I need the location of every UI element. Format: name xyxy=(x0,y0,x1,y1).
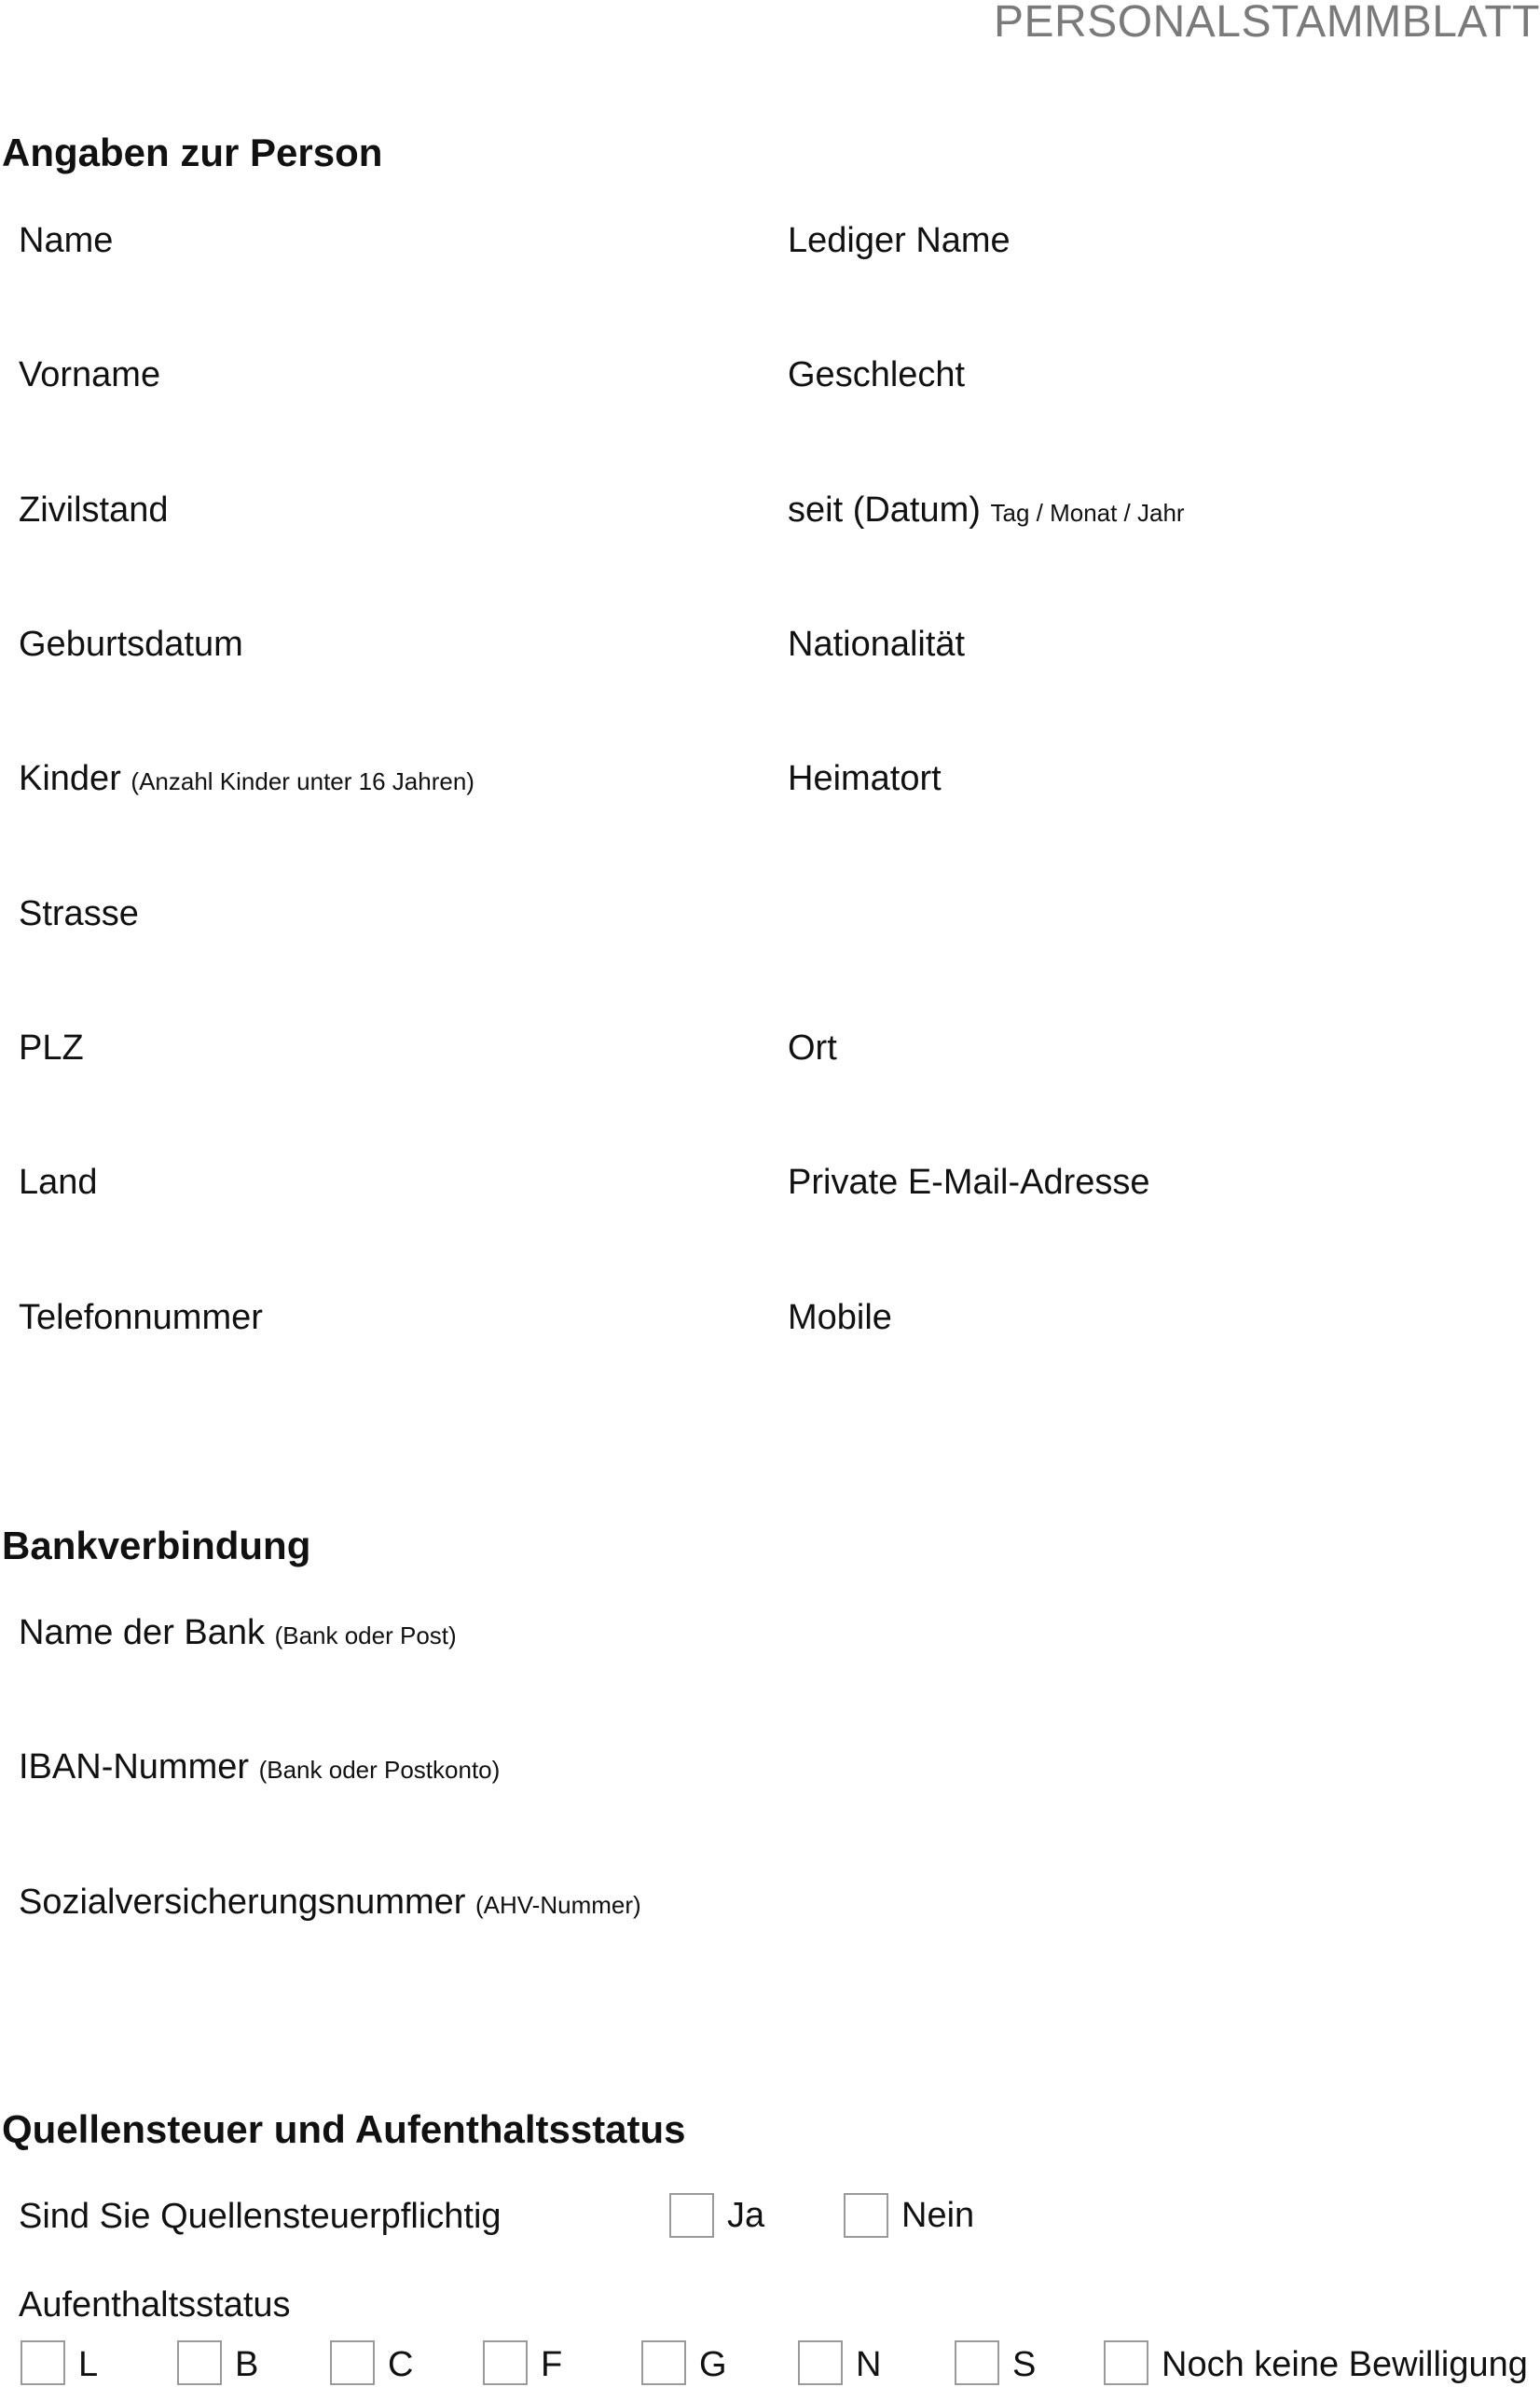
checkbox-label-c: C xyxy=(388,2345,414,2384)
field-label-plz: PLZ xyxy=(19,1028,84,1068)
iban-text: IBAN-Nummer xyxy=(19,1747,250,1787)
kinder-text: Kinder xyxy=(19,759,121,798)
field-label-land: Land xyxy=(19,1163,98,1202)
checkbox-label-n: N xyxy=(856,2345,882,2384)
field-label-ort: Ort xyxy=(788,1028,837,1068)
checkbox-label-nein: Nein xyxy=(901,2196,975,2235)
field-label-iban xyxy=(19,1745,500,1791)
bank-name-text: Name der Bank xyxy=(19,1613,266,1652)
checkbox-label-l: L xyxy=(78,2345,99,2384)
checkbox-quellensteuer-ja[interactable] xyxy=(669,2193,714,2238)
field-label-bank-name xyxy=(19,1611,457,1657)
checkbox-label-f: F xyxy=(541,2345,563,2384)
checkbox-status-c[interactable] xyxy=(330,2340,375,2385)
field-label-aufenthaltsstatus: Aufenthaltsstatus xyxy=(19,2285,291,2325)
section-heading-tax: Quellensteuer und Aufenthaltsstatus xyxy=(2,2107,686,2151)
field-label-geschlecht: Geschlecht xyxy=(788,355,966,394)
section-heading-person: Angaben zur Person xyxy=(2,131,383,174)
document-title: PERSONALSTAMMBLATT xyxy=(994,0,1540,47)
field-label-nationalitaet: Nationalität xyxy=(788,625,966,664)
checkbox-label-s: S xyxy=(1012,2345,1037,2384)
ahv-text: Sozialversicherungsnummer xyxy=(19,1883,466,1922)
field-label-email: Private E-Mail-Adresse xyxy=(788,1163,1150,1202)
checkbox-status-s[interactable] xyxy=(955,2340,999,2385)
iban-hint: (Bank oder Postkonto) xyxy=(258,1756,501,1784)
field-label-kinder xyxy=(19,757,474,803)
field-label-name: Name xyxy=(19,221,114,260)
checkbox-status-l[interactable] xyxy=(21,2340,65,2385)
checkbox-status-g[interactable] xyxy=(641,2340,686,2385)
checkbox-status-keine-bewilligung[interactable] xyxy=(1104,2340,1148,2385)
checkbox-label-b: B xyxy=(235,2345,259,2384)
field-label-mobile: Mobile xyxy=(788,1298,892,1337)
field-label-telefon: Telefonnummer xyxy=(19,1298,263,1337)
section-heading-bank: Bankverbindung xyxy=(2,1524,311,1567)
checkbox-label-g: G xyxy=(699,2345,727,2384)
checkbox-label-ja: Ja xyxy=(727,2196,765,2235)
kinder-hint: (Anzahl Kinder unter 16 Jahren) xyxy=(131,767,474,795)
field-label-heimatort: Heimatort xyxy=(788,759,942,798)
field-label-zivilstand: Zivilstand xyxy=(19,490,169,530)
field-label-ahv xyxy=(19,1881,641,1926)
checkbox-quellensteuer-nein[interactable] xyxy=(844,2193,888,2238)
checkbox-label-keine-bewilligung: Noch keine Bewilligung xyxy=(1162,2345,1528,2384)
seit-datum-text: seit (Datum) xyxy=(788,490,981,530)
ahv-hint: (AHV-Nummer) xyxy=(474,1891,641,1919)
seit-datum-hint: Tag / Monat / Jahr xyxy=(990,499,1185,527)
checkbox-status-f[interactable] xyxy=(483,2340,528,2385)
field-label-quellensteuer-question: Sind Sie Quellensteuerpflichtig xyxy=(19,2197,502,2236)
checkbox-status-n[interactable] xyxy=(798,2340,843,2385)
field-label-vorname: Vorname xyxy=(19,355,161,394)
field-label-seit-datum xyxy=(788,489,1185,534)
field-label-geburtsdatum: Geburtsdatum xyxy=(19,625,243,664)
checkbox-status-b[interactable] xyxy=(177,2340,222,2385)
bank-name-hint: (Bank oder Post) xyxy=(274,1621,457,1649)
field-label-lediger-name: Lediger Name xyxy=(788,221,1011,260)
field-label-strasse: Strasse xyxy=(19,894,139,933)
